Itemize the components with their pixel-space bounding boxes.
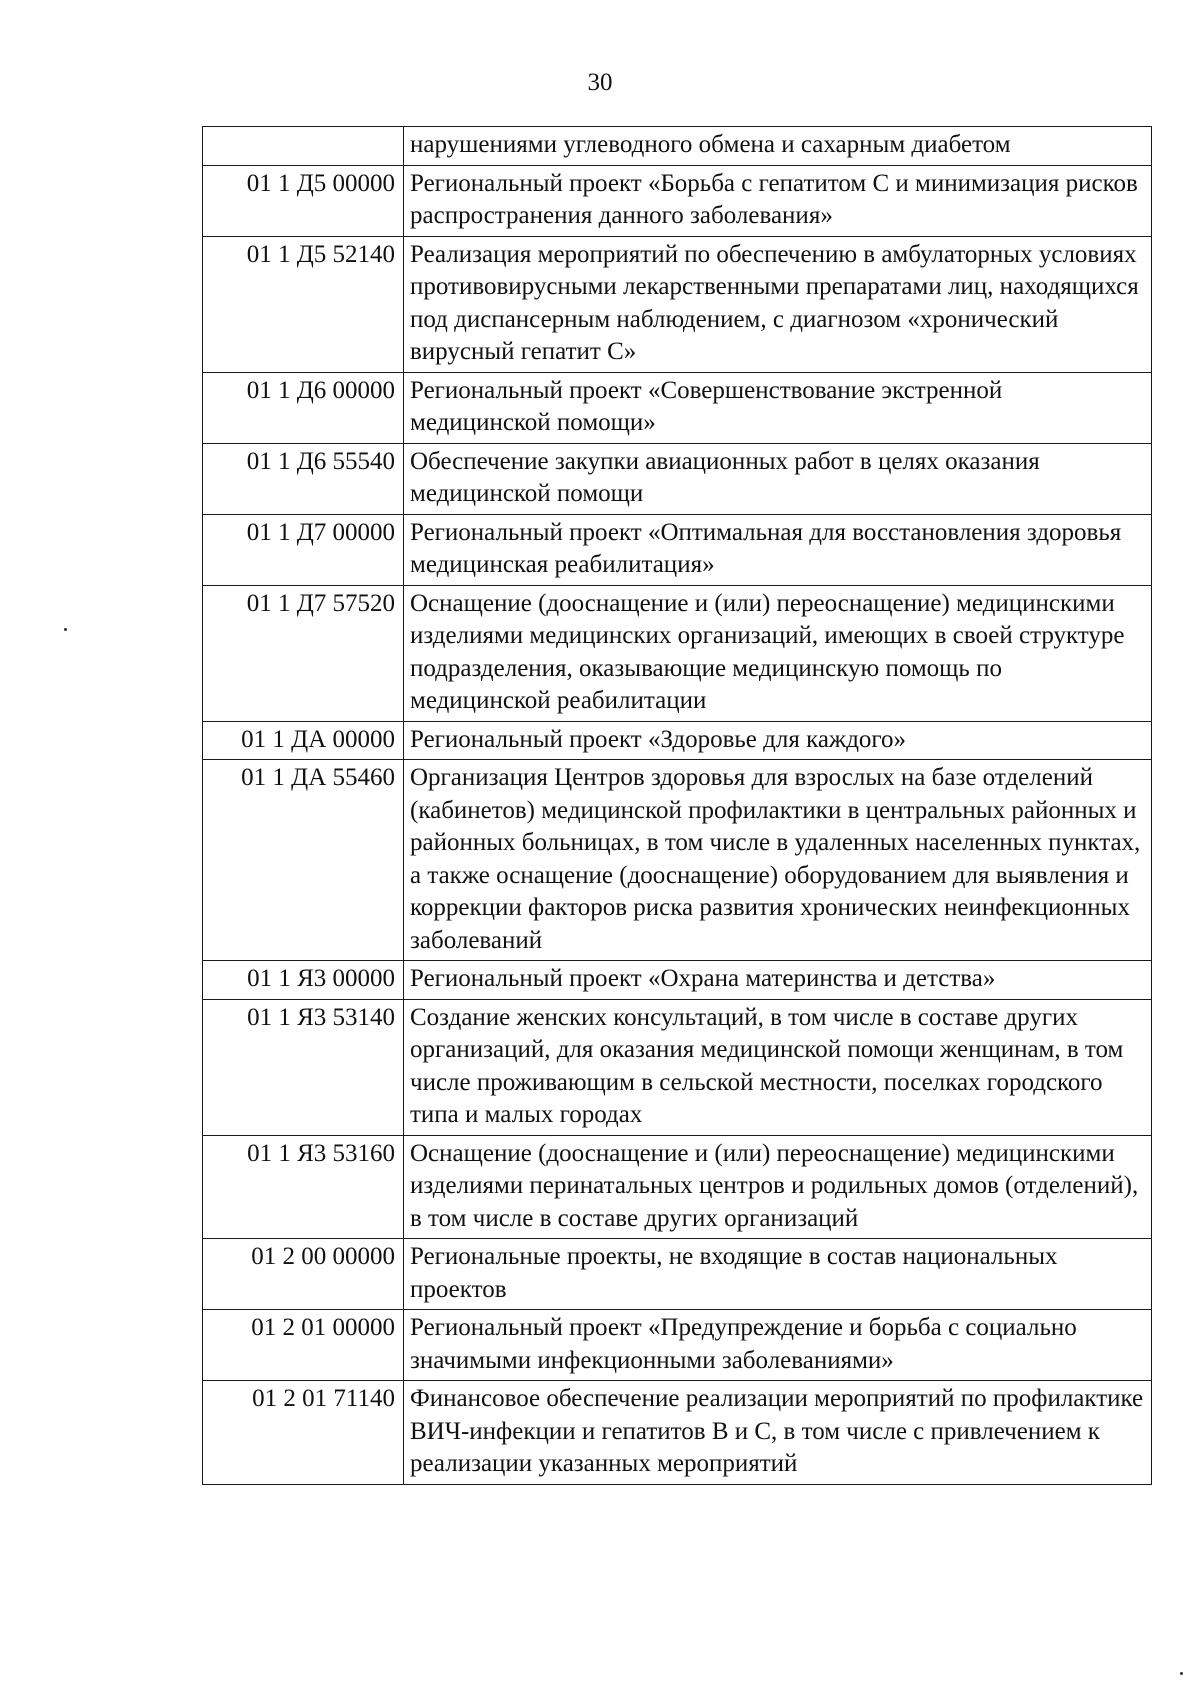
description-cell: Создание женских консультаций, в том числе в составе других организаций, для оказания медицинской помощи женщинам, в том числе проживающим в сельской местности, поселках городского типа и малых городах — [404, 999, 1152, 1135]
scan-speck — [1180, 1672, 1183, 1675]
code-cell: 01 1 Я3 53160 — [203, 1135, 404, 1239]
table-row — [203, 514, 1152, 585]
description-cell: Региональный проект «Оптимальная для восстановления здоровья медицинская реабилитация» — [404, 514, 1152, 585]
code-cell: 01 1 ДА 00000 — [203, 721, 404, 760]
scan-speck — [64, 628, 67, 631]
description-cell: Оснащение (дооснащение и (или) переоснащение) медицинскими изделиями медицинских организаций, имеющих в своей структуре подразделения, оказывающие медицинскую помощь по медицинской реабилитации — [404, 585, 1152, 721]
table-row — [203, 1239, 1152, 1310]
code-cell: 01 1 Д5 52140 — [203, 236, 404, 372]
description-cell: нарушениями углеводного обмена и сахарным диабетом — [404, 127, 1152, 166]
code-cell: 01 2 00 00000 — [203, 1239, 404, 1310]
description-cell: Региональный проект «Борьба с гепатитом С и минимизация рисков распространения данного заболевания» — [404, 165, 1152, 236]
table-row — [203, 127, 1152, 166]
table-row — [203, 961, 1152, 1000]
code-cell: 01 1 Д6 00000 — [203, 372, 404, 443]
code-cell: 01 1 Д6 55540 — [203, 443, 404, 514]
table-row — [203, 443, 1152, 514]
description-cell: Обеспечение закупки авиационных работ в целях оказания медицинской помощи — [404, 443, 1152, 514]
description-cell: Региональный проект «Совершенствование экстренной медицинской помощи» — [404, 372, 1152, 443]
code-cell: 01 1 Д7 00000 — [203, 514, 404, 585]
code-cell: 01 1 Д7 57520 — [203, 585, 404, 721]
description-cell: Финансовое обеспечение реализации мероприятий по профилактике ВИЧ-инфекции и гепатитов В и С, в том числе с привлечением к реализации указанных мероприятий — [404, 1381, 1152, 1485]
table-row — [203, 165, 1152, 236]
code-cell: 01 1 ДА 55460 — [203, 760, 404, 961]
table-row — [203, 760, 1152, 961]
table-row — [203, 372, 1152, 443]
code-cell — [203, 127, 404, 166]
description-cell: Оснащение (дооснащение и (или) переоснащение) медицинскими изделиями перинатальных центров и родильных домов (отделений), в том числе в составе других организаций — [404, 1135, 1152, 1239]
table-row — [203, 1135, 1152, 1239]
code-cell: 01 2 01 00000 — [203, 1310, 404, 1381]
description-cell: Организация Центров здоровья для взрослых на базе отделений (кабинетов) медицинской профилактики в центральных районных и районных больницах, в том числе в удаленных населенных пунктах, а также оснащение (дооснащение) оборудованием для выявления и коррекции факторов риска развития хронических неинфекционных заболеваний — [404, 760, 1152, 961]
table-row — [203, 1381, 1152, 1485]
code-cell: 01 1 Д5 00000 — [203, 165, 404, 236]
code-cell: 01 2 01 71140 — [203, 1381, 404, 1485]
table-row — [203, 1310, 1152, 1381]
description-cell: Региональный проект «Предупреждение и борьба с социально значимыми инфекционными заболеваниями» — [404, 1310, 1152, 1381]
description-cell: Региональный проект «Здоровье для каждого» — [404, 721, 1152, 760]
description-cell: Региональный проект «Охрана материнства и детства» — [404, 961, 1152, 1000]
table-row — [203, 721, 1152, 760]
table-row — [203, 585, 1152, 721]
page-number: 30 — [587, 69, 613, 96]
table-row — [203, 999, 1152, 1135]
table-row — [203, 236, 1152, 372]
description-cell: Региональные проекты, не входящие в состав национальных проектов — [404, 1239, 1152, 1310]
description-cell: Реализация мероприятий по обеспечению в амбулаторных условиях противовирусными лекарственными препаратами лиц, находящихся под диспансерным наблюдением, с диагнозом «хронический вирусный гепатит С» — [404, 236, 1152, 372]
budget-code-table — [202, 126, 1152, 1485]
code-cell: 01 1 Я3 00000 — [203, 961, 404, 1000]
code-cell: 01 1 Я3 53140 — [203, 999, 404, 1135]
